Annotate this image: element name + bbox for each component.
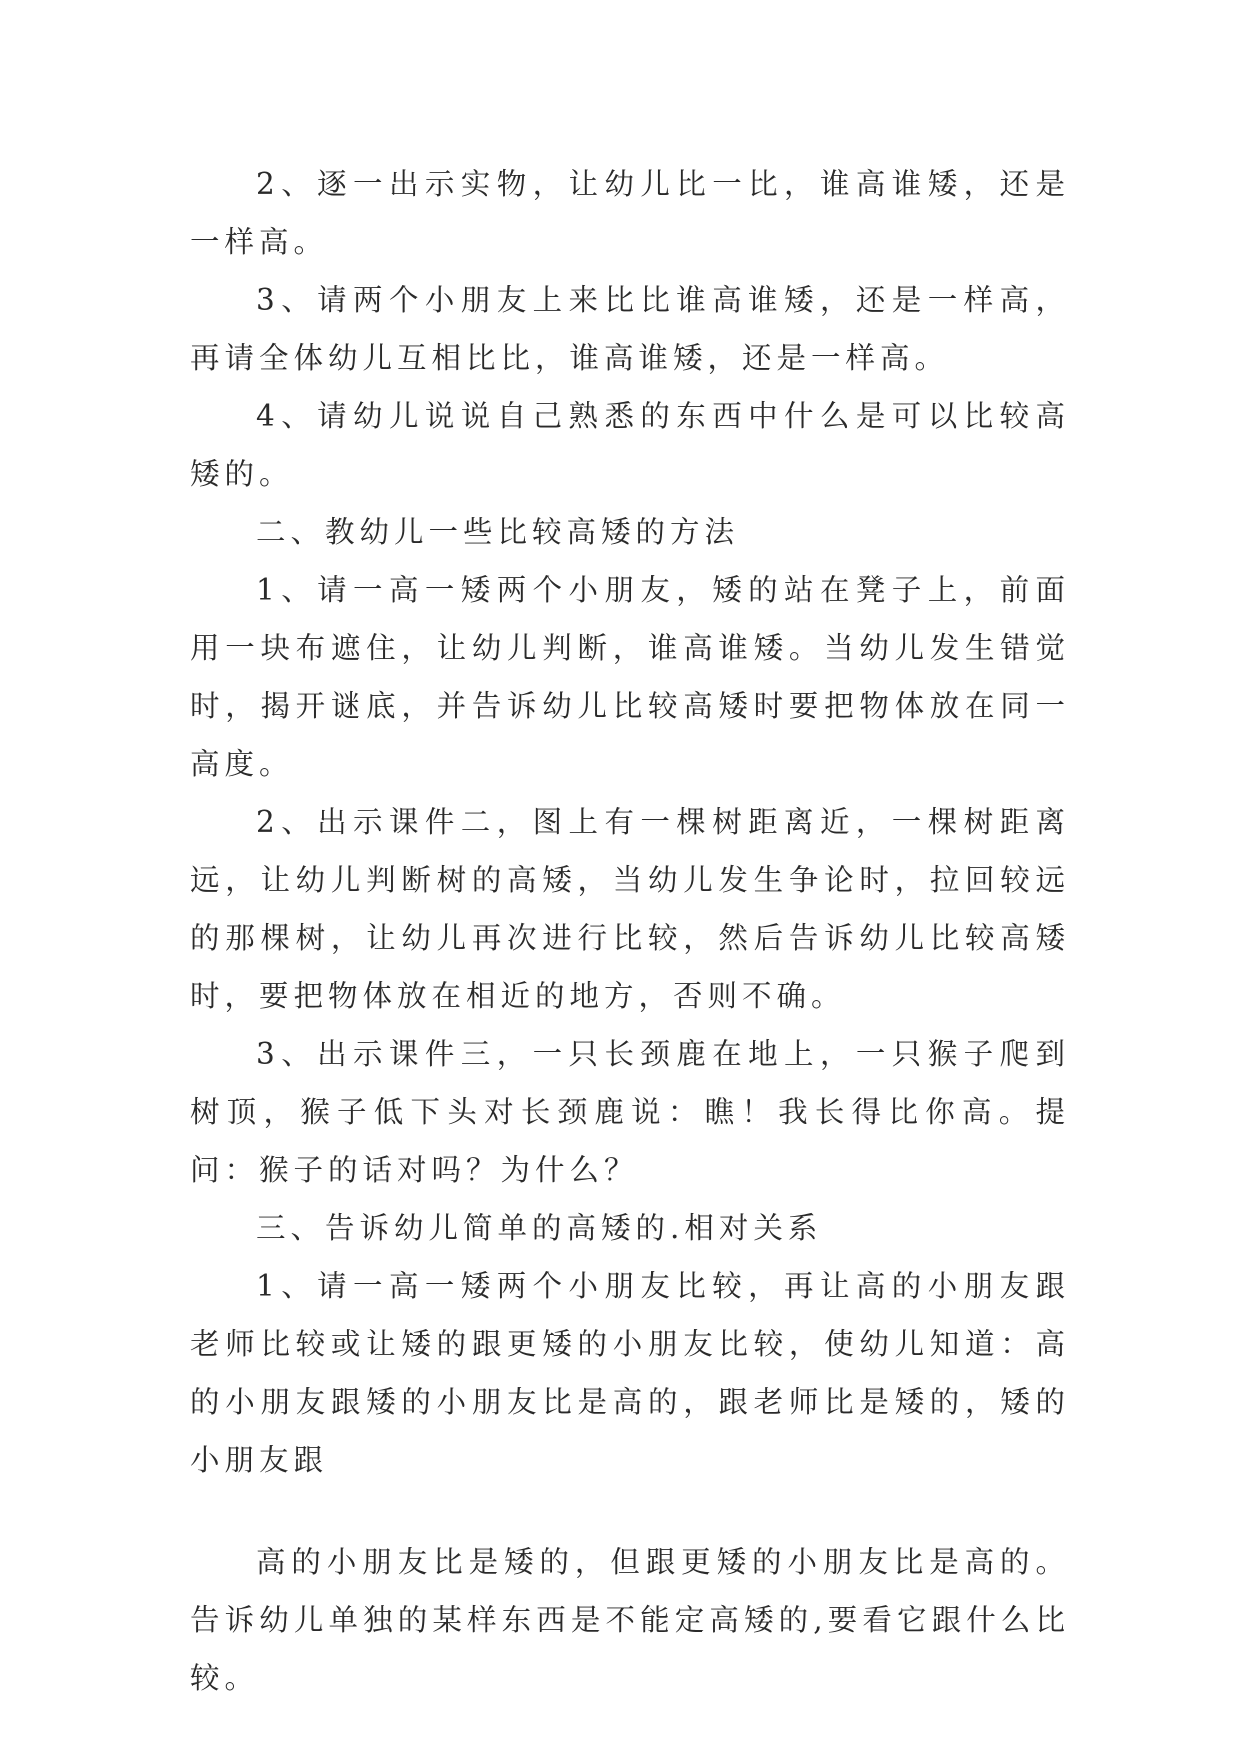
section-heading-methods: 二、教幼儿一些比较高矮的方法 xyxy=(256,515,740,549)
paragraph-conclusion: 高的小朋友比是矮的，但跟更矮的小朋友比是高的。告诉幼儿单独的某样东西是不能定高矮的,要看它跟什么比较。 xyxy=(190,1545,1070,1695)
paragraph-courseware-two: 2、出示课件二，图上有一棵树距离近，一棵树距离远，让幼儿判断树的高矮，当幼儿发生争论时，拉回较远的那棵树，让幼儿再次进行比较，然后告诉幼儿比较高矮时，要把物体放在相近的地方，否则不确。 xyxy=(190,805,1070,1013)
paragraph-two-children: 3、请两个小朋友上来比比谁高谁矮，还是一样高，再请全体幼儿互相比比，谁高谁矮，还是一样高。 xyxy=(190,283,1070,375)
section-heading-relative: 三、告诉幼儿简单的高矮的.相对关系 xyxy=(256,1211,823,1245)
paragraph-familiar-things: 4、请幼儿说说自己熟悉的东西中什么是可以比较高矮的。 xyxy=(190,399,1070,491)
paragraph-relative-compare: 1、请一高一矮两个小朋友比较，再让高的小朋友跟老师比较或让矮的跟更矮的小朋友比较，使幼儿知道：高的小朋友跟矮的小朋友比是高的，跟老师比是矮的，矮的小朋友跟 xyxy=(190,1269,1070,1477)
paragraph-courseware-three: 3、出示课件三，一只长颈鹿在地上，一只猴子爬到树顶，猴子低下头对长颈鹿说：瞧！我长得比你高。提问：猴子的话对吗？为什么？ xyxy=(190,1037,1070,1187)
document-body xyxy=(190,155,1070,1707)
paragraph-compare-objects: 2、逐一出示实物，让幼儿比一比，谁高谁矮，还是一样高。 xyxy=(190,167,1070,259)
paragraph-stool-cloth: 1、请一高一矮两个小朋友，矮的站在凳子上，前面用一块布遮住，让幼儿判断，谁高谁矮。当幼儿发生错觉时，揭开谜底，并告诉幼儿比较高矮时要把物体放在同一高度。 xyxy=(190,573,1070,781)
